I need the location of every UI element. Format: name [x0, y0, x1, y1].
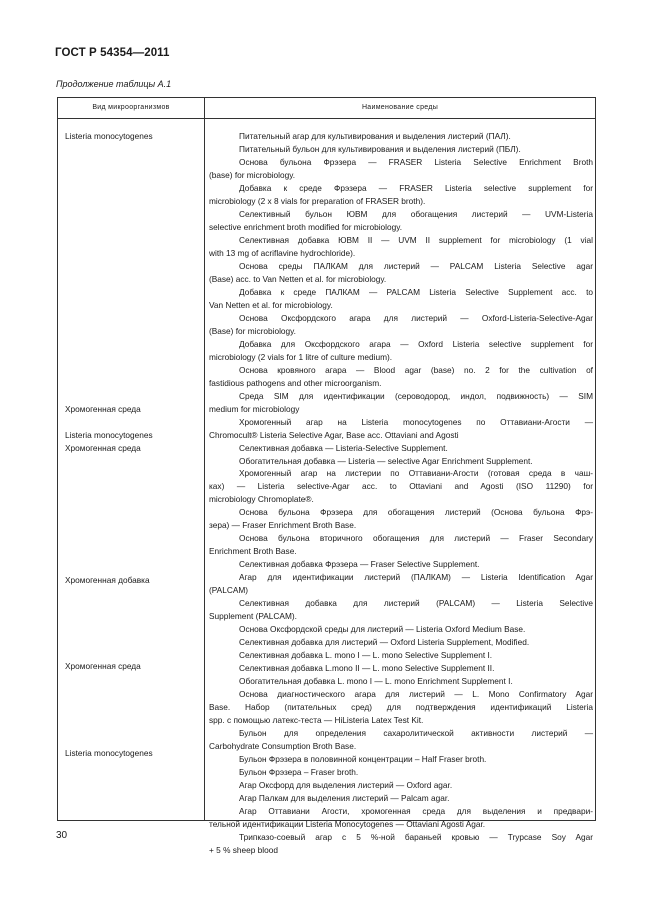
medium-text-line: Обогатительная добавка — Listeria — selective Agar Enrichment Supplement. [239, 456, 533, 466]
medium-text-line: Агар для идентификации листерий (ПАЛКАМ) — Listeria Identification Agar [239, 572, 593, 582]
medium-text-line: Агар Палкам для выделения листерий — Palcam agar. [239, 793, 450, 803]
medium-text-line: (Base) acc. to Van Netten et al. for microbiology. [209, 274, 387, 284]
medium-text-line: (PALCAM) [209, 585, 249, 595]
medium-text-line: Добавка к среде Фрэзера — FRASER Listeria selective supplement for [239, 183, 593, 193]
table-continuation-caption: Продолжение таблицы А.1 [56, 79, 172, 89]
organism-label: Хромогенная добавка [65, 575, 150, 585]
medium-text-line: Enrichment Broth Base. [209, 546, 297, 556]
medium-text-line: Base. Набор (питательных сред) для подтверждения идентификаций Listeria [209, 702, 593, 712]
medium-text-line: Селективная добавка L. mono I — L. mono Selective Supplement I. [239, 650, 493, 660]
medium-text-line: Carbohydrate Consumption Broth Base. [209, 741, 357, 751]
medium-text-line: medium for microbiology [209, 404, 300, 414]
medium-text-line: Селективная добавка — Listeria-Selective Supplement. [239, 443, 448, 453]
medium-text-line: Добавка для Оксфордского агара — Oxford Listeria selective supplement for [239, 339, 593, 349]
medium-text-line: Питательный агар для культивирования и выделения листерий (ПАЛ). [239, 131, 511, 141]
header-medium: Наименование среды [361, 104, 439, 111]
medium-text-line: Основа Оксфордского агара для листерий — Oxford-Listeria-Selective-Agar [239, 313, 593, 323]
organism-label: Хромогенная среда [65, 443, 141, 453]
medium-text-line: Основа бульона вторичного обогащения для листерий — Fraser Secondary [239, 533, 593, 543]
medium-text-line: Селективная добавка для листерий — Oxford Listeria Supplement, Modified. [239, 637, 530, 647]
organism-label: Listeria monocytogenes [65, 430, 153, 440]
medium-text-line: Селективный бульон ЮВМ для обогащения листерий — UVM-Listeria [239, 209, 593, 219]
document-title: ГОСТ Р 54354—2011 [55, 47, 170, 59]
medium-text-line: Селективная добавка для листерий (PALCAM) — Listeria Selective [239, 598, 593, 608]
medium-text-line: Трипказо-соевый агар с 5 %-ной бараньей кровью — Trypcase Soy Agar [239, 832, 593, 842]
medium-text-line: (Base) for microbiology. [209, 326, 296, 336]
organism-label: Listeria monocytogenes [65, 748, 153, 758]
page-number: 30 [56, 830, 68, 841]
medium-text-line: Chromocult® Listeria Selective Agar, Base acc. Ottaviani and Agosti [209, 430, 459, 440]
medium-text-line: Бульон Фрэзера в половинной концентрации – Half Fraser broth. [239, 754, 487, 764]
organism-label: Listeria monocytogenes [65, 131, 153, 141]
medium-text-line: Добавка к среде ПАЛКАМ — PALCAM Listeria Selective Supplement acc. to [239, 287, 593, 297]
medium-text-line: Бульон Фрэзера – Fraser broth. [239, 767, 359, 777]
medium-text-line: Supplement (PALCAM). [209, 611, 297, 621]
medium-text-line: тельной идентификации Listeria Monocytogenes — Ottaviani Agosti Agar. [209, 819, 486, 829]
medium-text-line: Хромогенный агар на листерии по Оттавиани-Агости (готовая среда в чаш- [239, 468, 593, 478]
medium-text-line: Среда SIM для идентификации (сероводород, индол, подвижность) — SIM [239, 391, 593, 401]
medium-text-line: Обогатительная добавка L. mono I — L. mono Enrichment Supplement I. [239, 676, 513, 686]
medium-text-line: with 13 mg of acriflavine hydrochloride). [209, 248, 356, 258]
medium-text-line: selective enrichment broth modified for microbiology. [209, 222, 403, 232]
medium-text-line: ках) — Listeria selective-Agar acc. to Ottaviani and Agosti (ISO 11290) for [209, 481, 593, 491]
medium-text-line: Основа диагностического агара для листерий — L. Mono Confirmatory Agar [239, 689, 593, 699]
medium-text-line: + 5 % sheep blood [209, 845, 278, 855]
medium-text-line: Селективная добавка ЮВМ II — UVM II supplement for microbiology (1 vial [239, 235, 593, 245]
medium-text-line: Бульон для определения сахаролитической активности листерий — [239, 728, 593, 738]
medium-text-line: spp. с помощью латекс-теста — HiListeria Latex Test Kit. [209, 715, 424, 725]
medium-text-line: Селективная добавка Фрэзера — Fraser Selective Supplement. [239, 559, 480, 569]
header-divider [58, 118, 595, 119]
medium-text-line: Хромогенный агар на Listeria monocytogenes по Оттавиани-Агости — [239, 417, 593, 427]
header-organism: Вид микроорганизмов [92, 104, 170, 111]
medium-text-line: (base) for microbiology. [209, 170, 296, 180]
medium-text-line: Van Netten et al. for microbiology. [209, 300, 333, 310]
medium-text-line: microbiology (2 vials for 1 litre of culture medium). [209, 352, 393, 362]
medium-text-line: fastidious pathogens and other microorganism. [209, 378, 382, 388]
column-divider [204, 98, 205, 820]
medium-text-line: Основа кровяного агара — Blood agar (base) no. 2 for the cultivation of [239, 365, 593, 375]
organism-label: Хромогенная среда [65, 661, 141, 671]
medium-text-line: Основа бульона Фрэзера для обогащения листерий (Основа бульона Фрэ- [239, 507, 593, 517]
medium-text-line: Селективная добавка L.mono II — L. mono Selective Supplement II. [239, 663, 495, 673]
organism-label: Хромогенная среда [65, 404, 141, 414]
medium-text-line: microbiology (2 x 8 vials for preparation of FRASER broth). [209, 196, 426, 206]
medium-text-line: microbiology Chromoplate®. [209, 494, 314, 504]
medium-text-line: Агар Оттавиани Агости, хромогенная среда для выделения и предвари- [239, 806, 593, 816]
medium-text-line: зера) — Fraser Enrichment Broth Base. [209, 520, 357, 530]
medium-text-line: Питательный бульон для культивирования и выделения листерий (ПБЛ). [239, 144, 521, 154]
medium-text-line: Основа Оксфордской среды для листерий — Listeria Oxford Medium Base. [239, 624, 526, 634]
medium-text-line: Основа среды ПАЛКАМ для листерий — PALCAM Listeria Selective agar [239, 261, 593, 271]
medium-text-line: Агар Оксфорд для выделения листерий — Oxford agar. [239, 780, 453, 790]
medium-text-line: Основа бульона Фрэзера — FRASER Listeria Selective Enrichment Broth [239, 157, 593, 167]
